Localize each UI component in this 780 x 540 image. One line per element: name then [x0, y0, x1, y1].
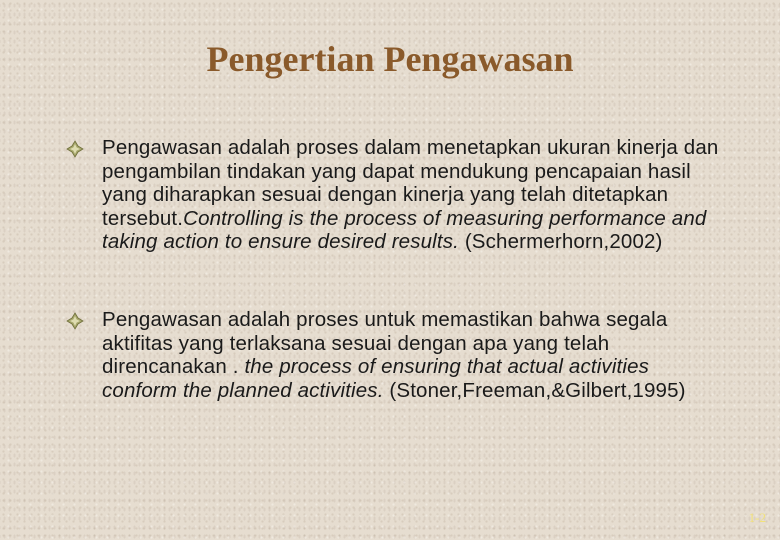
- bullet-citation: (Stoner,Freeman,&Gilbert,1995): [383, 378, 686, 402]
- bullet-item: [66, 308, 726, 402]
- bullet-citation: (Schermerhorn,2002): [458, 230, 663, 253]
- slide-title: Pengertian Pengawasan: [206, 39, 574, 79]
- bullet-text-italic: Controlling is the process of measuring performance and taking action to ensure desired results.: [102, 206, 707, 253]
- bullet-text-plain: Pengawasan adalah proses dalam menetapkan ukuran kinerja dan pengambilan tindakan yang dapat mendukung pencapaian hasil yang diharapkan sesuai dengan kinerja yang telah ditetapkan tersebut.: [102, 136, 719, 230]
- diamond-bullet-icon: [66, 140, 84, 158]
- bullet-item: [66, 136, 726, 254]
- diamond-bullet-icon: [66, 312, 84, 330]
- bullet-text: [102, 308, 726, 402]
- bullet-text-plain: Pengawasan adalah proses untuk memastikan bahwa segala aktifitas yang terlaksana sesuai dengan apa yang telah direncanakan .: [102, 308, 668, 378]
- bullet-text: [102, 136, 726, 254]
- page-number: 1-2: [748, 510, 766, 525]
- bullet-text-italic: the process of ensuring that actual activities conform the planned activities.: [102, 355, 650, 402]
